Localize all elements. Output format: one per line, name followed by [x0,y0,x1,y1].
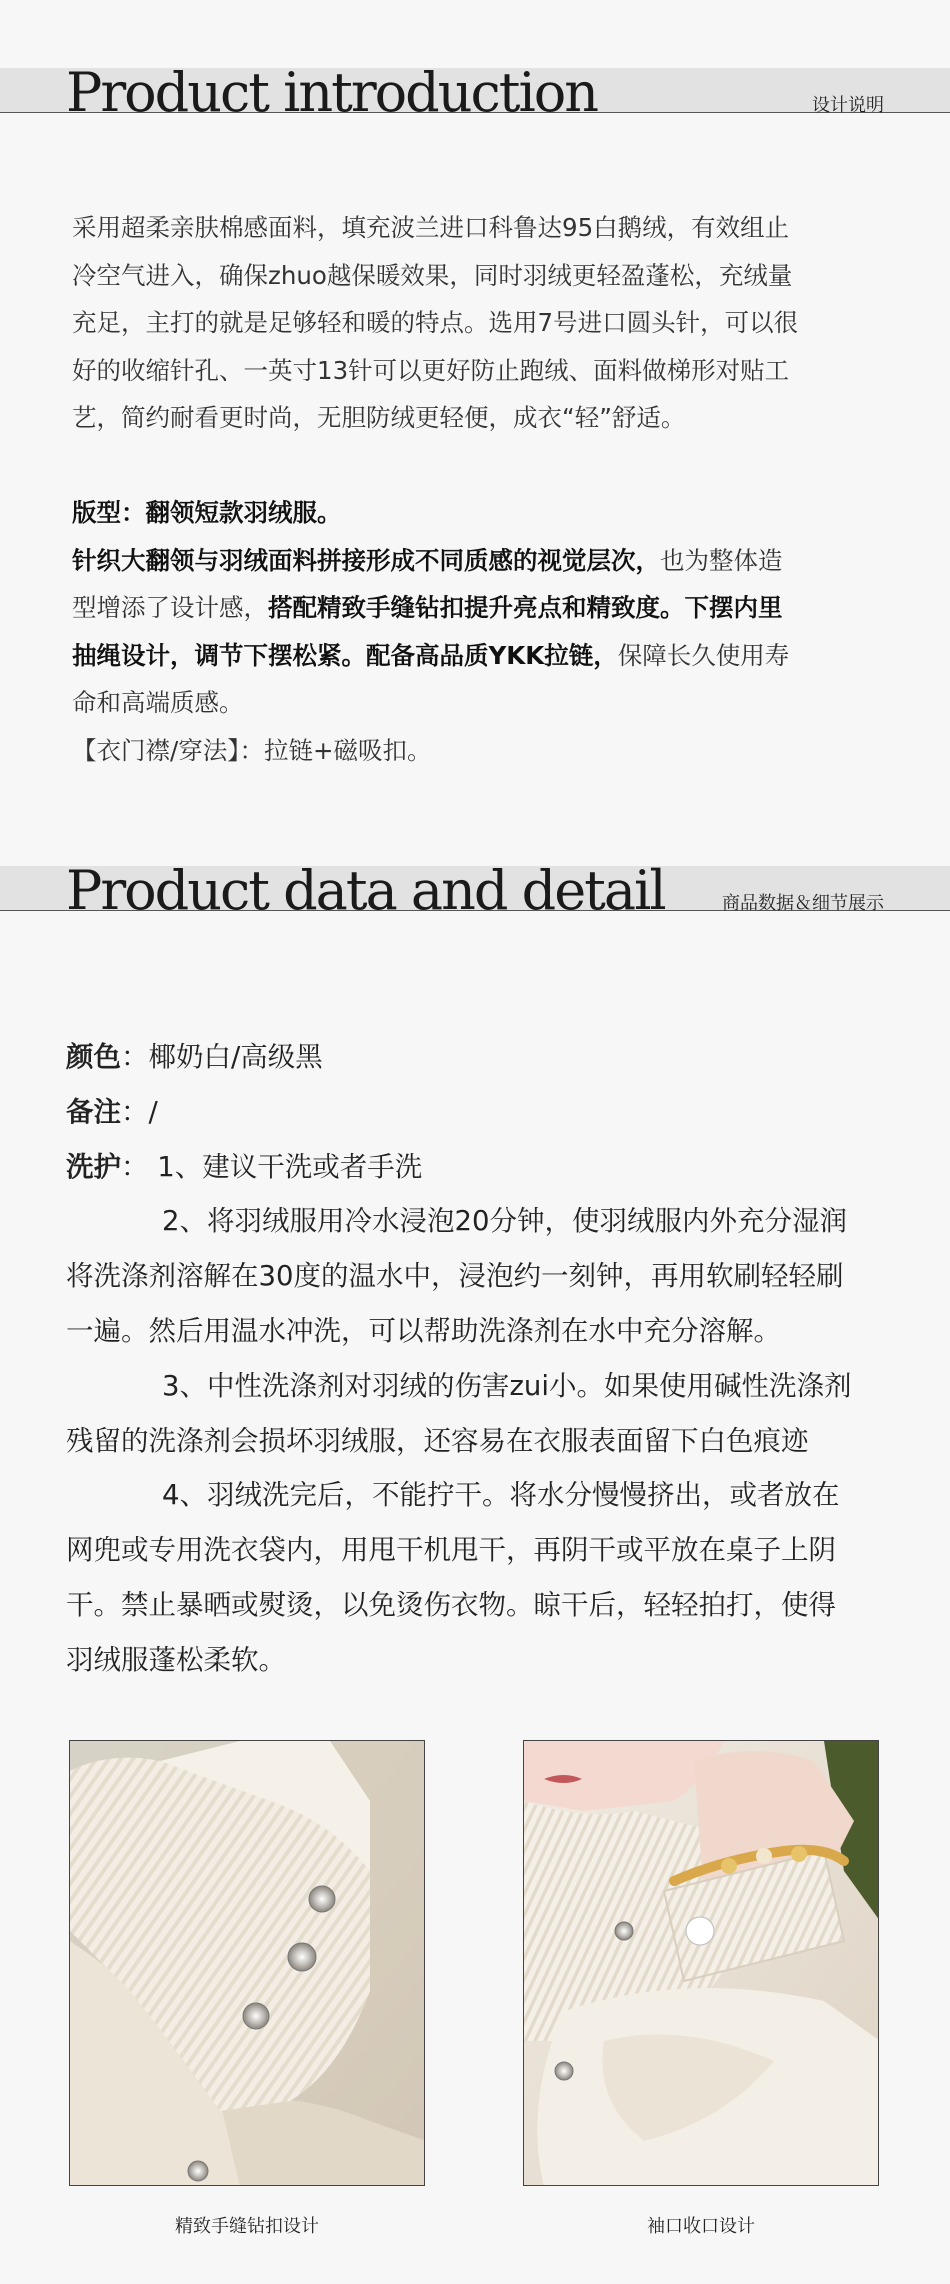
note-label: 备注 [66,1095,121,1128]
section-title-detail: Product data and detail [66,859,665,922]
style-type: 版型：翻领短款羽绒服。 [72,498,342,527]
intro-line: 充足，主打的就是足够轻和暖的特点。选用7号进口圆头针，可以很 [72,308,799,337]
intro-line: 采用超柔亲肤棉感面料，填充波兰进口科鲁达95白鹅绒，有效组止 [72,213,790,242]
details-block [66,1030,916,1688]
intro-line: 好的收缩针孔、一英寸13针可以更好防止跑绒、面料做梯形对贴工 [72,355,790,385]
care-line: 一遍。然后用温水冲洗，可以帮助洗涤剂在水中充分溶解。 [66,1314,781,1347]
section-title-intro: Product introduction [66,61,598,124]
care-line: 4、羽绒洗完后，不能拧干。将水分慢慢挤出，或者放在 [162,1479,840,1512]
style-text-bold: 搭配精致手缝钻扣提升亮点和精致度。下摆内里 [268,593,783,622]
left-photo-caption: 精致手缝钻扣设计 [175,2216,319,2237]
section-subtitle-detail: 商品数据＆细节展示 [722,893,884,914]
cuff-image [524,1741,879,2186]
care-line: 干。禁止暴晒或熨烫，以免烫伤衣物。晾干后，轻轻拍打，使得 [66,1588,836,1621]
care-label: 洗护 [66,1150,121,1183]
note-value: ：/ [121,1095,158,1128]
style-text: 型增添了设计感， [72,593,268,622]
care-line: 网兜或专用洗衣袋内，用甩干机甩干，再阴干或平放在桌子上阴 [66,1534,836,1567]
right-photo-caption: 袖口收口设计 [647,2216,755,2237]
style-paragraph [72,489,892,774]
color-row [66,1030,916,1085]
section-subtitle-intro: 设计说明 [812,95,884,116]
care-line: 将洗涤剂溶解在30度的温水中，浸泡约一刻钟，再用软刷轻轻刷 [66,1260,844,1293]
style-text-bold: 针织大翻领与羽绒面料拼接形成不同质感的视觉层次， [72,545,660,575]
intro-line: 艺，简约耐看更时尚，无胆防绒更轻便，成衣“轻”舒适。 [72,403,686,432]
care-line: ： 1、建议干洗或者手洗 [121,1150,423,1183]
note-row [66,1085,916,1140]
color-label: 颜色 [66,1041,121,1073]
collar-button-photo [69,1740,425,2186]
care-line: 2、将羽绒服用冷水浸泡20分钟，使羽绒服内外充分湿润 [162,1205,847,1238]
collar-button-image [70,1741,425,2186]
color-value: ：椰奶白/高级黑 [121,1041,323,1073]
style-text-bold: 抽绳设计，调节下摆松紧。配备高品质YKK拉链， [72,640,618,670]
intro-line: 冷空气进入，确保zhuo越保暖效果，同时羽绒更轻盈蓬松，充绒量 [72,260,793,290]
closure-info: 【衣门襟/穿法】：拉链+磁吸扣。 [72,735,432,765]
care-line: 3、中性洗涤剂对羽绒的伤害zui小。如果使用碱性洗涤剂 [162,1369,852,1402]
cuff-photo [523,1740,879,2186]
care-line: 残留的洗涤剂会损坏羽绒服，还容易在衣服表面留下白色痕迹 [66,1424,809,1457]
intro-paragraph [72,204,892,442]
style-text: 保障长久使用寿 [617,640,790,670]
style-text: 也为整体造 [660,545,783,575]
style-text: 命和高端质感。 [72,688,244,717]
care-line: 羽绒服蓬松柔软。 [66,1643,286,1676]
care-row [66,1140,916,1195]
